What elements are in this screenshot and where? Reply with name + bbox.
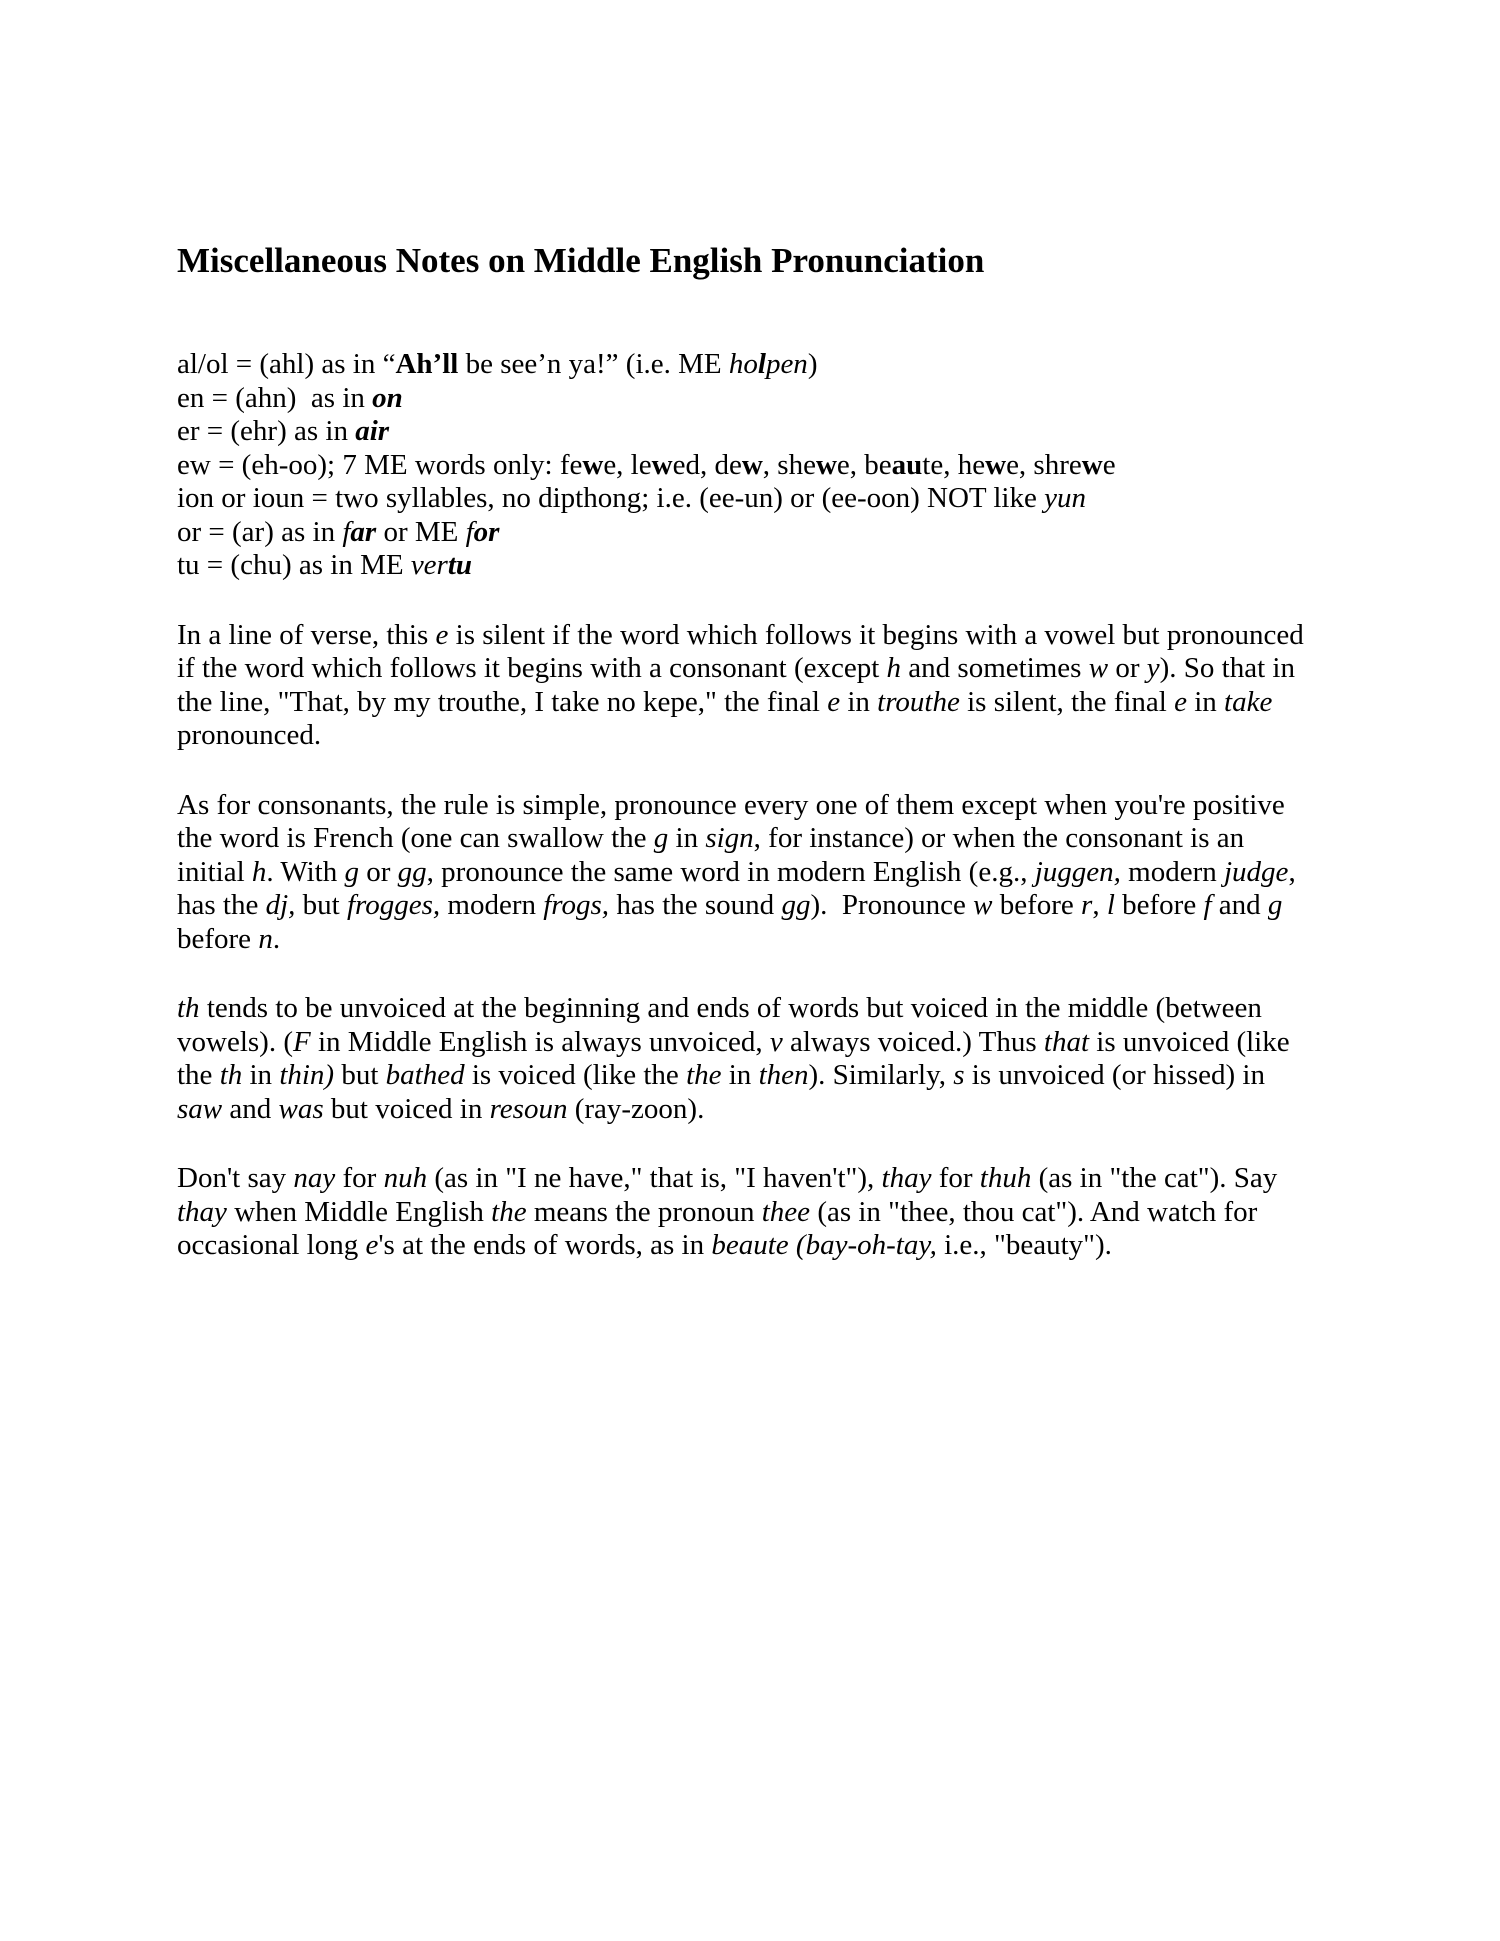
text-run: h: [886, 652, 902, 684]
text-run: w: [815, 448, 837, 481]
text-run: is silent if the word which follows it begins with a vowel but pronounced: [448, 618, 1304, 651]
text-run: beaute (bay-oh-tay,: [711, 1229, 937, 1261]
text-run: .: [272, 922, 281, 955]
text-run: e, le: [603, 448, 652, 481]
text-run: F: [292, 1025, 311, 1058]
text-line: [177, 449, 1410, 483]
text-run: w: [1081, 448, 1103, 481]
text-run: e: [827, 685, 841, 718]
text-line: [177, 652, 1410, 686]
text-run: modern: [440, 889, 544, 921]
text-run: (as in "the cat"). Say: [1031, 1162, 1278, 1194]
text-run: the: [491, 1195, 527, 1228]
text-line: [177, 619, 1410, 653]
text-line: [177, 382, 1410, 416]
text-run: ,: [1092, 889, 1107, 921]
text-run: means the pronoun: [526, 1195, 762, 1228]
text-run: was: [278, 1092, 324, 1125]
text-run: ver: [410, 549, 448, 581]
text-run: for: [335, 1162, 384, 1194]
text-run: before: [177, 922, 259, 955]
text-line: [177, 415, 1410, 449]
text-run: w: [741, 448, 763, 481]
text-run: and sometimes: [901, 652, 1089, 684]
text-run: th: [219, 1059, 243, 1091]
text-run: th: [177, 992, 200, 1024]
text-run: trouthe: [877, 685, 960, 718]
paragraph-articles-and-long-e: [177, 1162, 1410, 1263]
text-run: or = (ar) as in: [177, 515, 343, 548]
text-run: , for instance) or when the consonant is an: [753, 822, 1245, 854]
text-run: ion or ioun = two syllables, no dipthong; i.e. (ee-un) or (ee-oon) NOT like: [177, 482, 1045, 514]
text-run: sign: [705, 822, 754, 854]
text-run: is silent, the final: [959, 685, 1175, 718]
text-run: vowels). (: [177, 1025, 293, 1058]
paragraph-consonants-rule: [177, 789, 1410, 957]
text-run: in: [242, 1059, 280, 1091]
text-run: and: [1211, 889, 1268, 921]
text-run: (ray-zoon).: [567, 1092, 705, 1125]
text-run: er = (ehr) as in: [177, 415, 356, 447]
text-line: [177, 348, 1410, 382]
text-run: f: [465, 515, 474, 548]
text-run: f: [1203, 889, 1212, 921]
text-run: (as in "thee, thou cat"). And watch for: [810, 1195, 1258, 1228]
text-run: bathed: [385, 1059, 465, 1091]
text-run: s: [953, 1059, 965, 1091]
text-run: , pronounce the same word in modern English (e.g.,: [426, 855, 1035, 888]
text-line: [177, 719, 1410, 753]
text-run: the: [686, 1059, 722, 1091]
text-run: e: [1102, 448, 1116, 481]
text-run: g: [1267, 889, 1283, 921]
text-line: [177, 822, 1410, 856]
text-run: n: [258, 922, 273, 955]
text-run: that: [1043, 1025, 1090, 1058]
text-run: in Middle English is always unvoiced,: [310, 1025, 770, 1058]
text-run: ). Similarly,: [808, 1059, 954, 1091]
text-run: for: [931, 1162, 980, 1194]
text-run: ho: [728, 348, 758, 380]
text-run: take: [1224, 685, 1273, 718]
text-run: the: [177, 1059, 220, 1091]
paragraph-final-e-rule: [177, 619, 1410, 753]
text-run: g: [344, 855, 359, 888]
document-title: Miscellaneous Notes on Middle English Pronunciation: [177, 241, 985, 280]
text-run: and: [222, 1092, 279, 1125]
text-run: w: [985, 448, 1007, 481]
text-run: pronounced.: [177, 719, 322, 751]
text-run: air: [355, 415, 390, 447]
text-run: w: [582, 448, 604, 481]
text-run: when Middle English: [226, 1195, 492, 1228]
text-run: f: [342, 515, 351, 548]
text-run: w: [1088, 652, 1109, 684]
text-run: frogges,: [346, 889, 441, 921]
text-run: gg: [397, 855, 427, 888]
text-line: [177, 789, 1410, 823]
text-run: w: [973, 889, 993, 921]
text-line: [177, 1229, 1410, 1263]
text-run: thee: [761, 1195, 811, 1228]
text-run: gg: [781, 889, 811, 921]
text-line: [177, 1059, 1410, 1093]
text-run: or: [358, 855, 398, 888]
text-run: in: [668, 822, 706, 854]
text-run: tu = (chu) as in ME: [177, 549, 411, 581]
text-run: Ah’ll: [395, 348, 459, 380]
text-run: tends to be unvoiced at the beginning and ends of words but voiced in the middle (between: [199, 992, 1262, 1024]
text-run: e, be: [836, 448, 892, 481]
text-run: ,: [1288, 855, 1296, 888]
text-run: is unvoiced (or hissed) in: [964, 1059, 1265, 1091]
text-run: but voiced in: [323, 1092, 490, 1125]
text-run: before: [992, 889, 1082, 921]
pronunciation-notes-list: [177, 348, 1410, 583]
text-run: initial: [177, 855, 252, 888]
text-run: i.e., "beauty").: [936, 1229, 1112, 1261]
text-run: nuh: [383, 1162, 428, 1194]
text-line: [177, 686, 1410, 720]
text-line: [177, 1026, 1410, 1060]
text-run: e: [1174, 685, 1187, 718]
text-run: resoun: [489, 1092, 568, 1125]
text-run: Don't say: [177, 1162, 294, 1194]
text-run: judge: [1224, 855, 1289, 888]
text-run: v: [769, 1025, 783, 1058]
text-run: en = (ahn) as in: [177, 381, 373, 414]
text-run: thay: [881, 1162, 932, 1194]
text-run: e: [435, 618, 449, 651]
text-run: juggen,: [1034, 855, 1121, 888]
text-run: but: [295, 889, 347, 921]
text-line: [177, 1093, 1410, 1127]
text-run: on: [372, 381, 403, 414]
text-line: [177, 889, 1410, 923]
text-run: the line, "That, by my trouthe, I take no kepe," the final: [177, 685, 828, 718]
text-run: always voiced.) Thus: [782, 1025, 1044, 1058]
text-run: r: [1081, 889, 1093, 921]
text-run: or: [1108, 652, 1147, 684]
text-run: y: [1146, 652, 1160, 684]
text-run: has the: [177, 889, 266, 921]
text-run: ). Pronounce: [810, 889, 974, 921]
text-run: saw: [177, 1092, 223, 1125]
text-run: , she: [762, 448, 816, 481]
text-run: has the sound: [609, 889, 782, 921]
text-run: As for consonants, the rule is simple, pronounce every one of them except when you're positive: [177, 788, 1285, 821]
text-run: dj,: [265, 889, 296, 921]
text-run: before: [1114, 889, 1204, 921]
text-run: then: [758, 1059, 809, 1091]
text-run: ar: [350, 515, 377, 548]
text-run: or: [473, 515, 500, 548]
text-run: e, shre: [1006, 448, 1082, 481]
text-run: al/ol = (ahl) as in “: [177, 348, 396, 380]
paragraph-th-voicing-rule: [177, 992, 1410, 1126]
text-run: w: [651, 448, 673, 481]
text-run: in: [1186, 685, 1225, 718]
text-run: pen: [765, 348, 808, 380]
text-run: but: [334, 1059, 386, 1091]
text-run: or ME: [376, 515, 466, 548]
text-run: e: [365, 1229, 379, 1261]
text-line: [177, 1162, 1410, 1196]
text-run: l: [1106, 889, 1115, 921]
text-run: frogs,: [543, 889, 610, 921]
text-line: [177, 992, 1410, 1026]
text-run: in: [721, 1059, 759, 1091]
text-run: is unvoiced (like: [1089, 1025, 1290, 1058]
text-run: te, he: [922, 448, 986, 481]
text-run: thuh: [979, 1162, 1032, 1194]
text-run: h: [251, 855, 267, 888]
text-run: l: [757, 348, 766, 380]
text-run: . With: [266, 855, 345, 888]
text-run: be see’n ya!” (i.e. ME: [458, 348, 729, 380]
text-run: if the word which follows it begins with a consonant (except: [177, 652, 887, 684]
text-run: ed, de: [672, 448, 742, 481]
text-line: [177, 1196, 1410, 1230]
text-run: is voiced (like the: [464, 1059, 687, 1091]
text-run: au: [891, 448, 923, 481]
text-run: g: [653, 822, 669, 854]
text-run: ): [807, 348, 818, 380]
text-run: ). So that in: [1159, 652, 1295, 684]
text-run: thay: [177, 1195, 227, 1228]
text-run: modern: [1120, 855, 1224, 888]
text-line: [177, 482, 1410, 516]
text-run: nay: [293, 1162, 336, 1194]
text-run: yun: [1044, 482, 1086, 514]
text-run: (as in "I ne have," that is, "I haven't"),: [427, 1162, 882, 1194]
text-run: occasional long: [177, 1229, 366, 1261]
text-run: in: [840, 685, 878, 718]
text-run: the word is French (one can swallow the: [177, 822, 654, 854]
text-line: [177, 923, 1410, 957]
text-run: tu: [447, 549, 473, 581]
text-run: thin): [279, 1059, 335, 1091]
text-line: [177, 516, 1410, 550]
text-run: In a line of verse, this: [177, 618, 436, 651]
text-run: ew = (eh-oo); 7 ME words only: fe: [177, 448, 583, 481]
text-line: [177, 856, 1410, 890]
text-run: 's at the ends of words, as in: [378, 1229, 712, 1261]
text-line: [177, 549, 1410, 583]
